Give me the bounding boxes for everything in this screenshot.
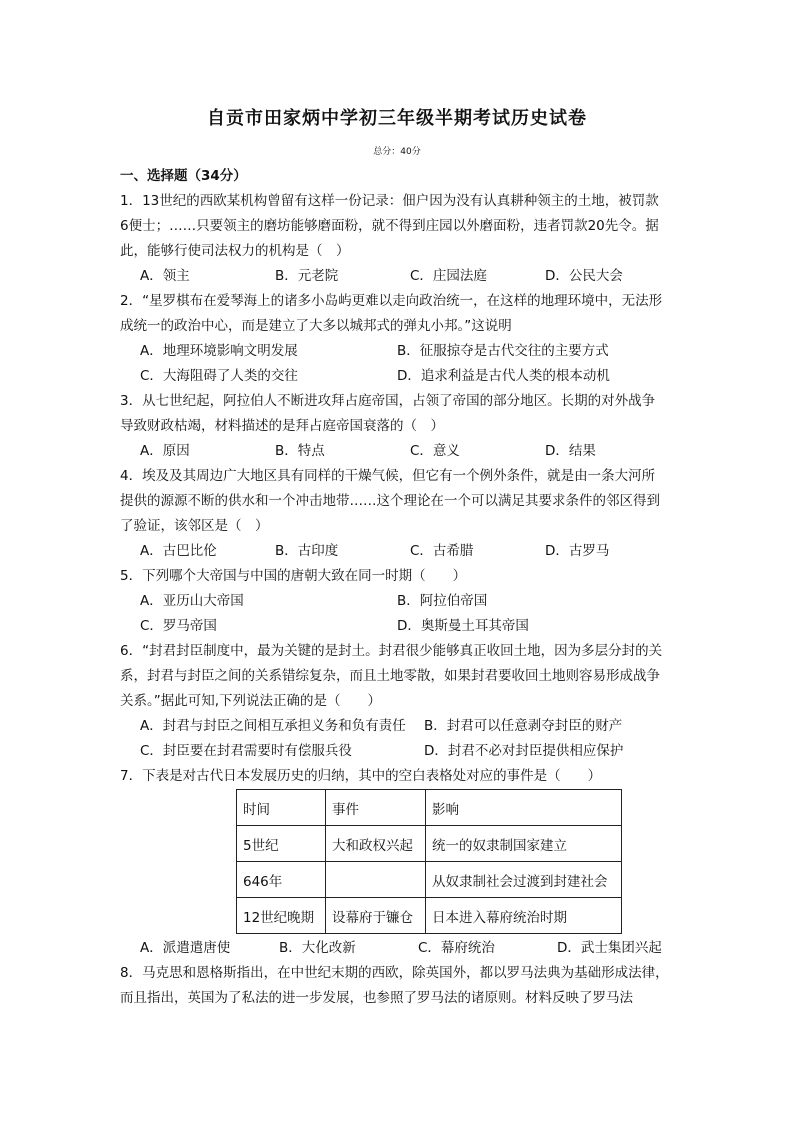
q2-option-c[interactable]: C．大海阻碍了人类的交往 xyxy=(140,368,298,384)
q1-line: 此，能够行使司法权力的机构是（ ） xyxy=(120,243,350,259)
q4-options xyxy=(120,539,680,564)
table-row xyxy=(237,898,622,934)
q7-option-a[interactable]: A．派遣遣唐使 xyxy=(140,940,231,956)
q6-option-a[interactable]: A．封君与封臣之间相互承担义务和负有责任 xyxy=(140,718,406,734)
q6-option-b[interactable]: B．封君可以任意剥夺封臣的财产 xyxy=(423,718,623,734)
q5-options-row1 xyxy=(120,589,680,614)
table-cell: 5世纪 xyxy=(237,826,326,862)
q7-line: 7．下表是对古代日本发展历史的归纳，其中的空白表格处对应的事件是（ ） xyxy=(120,768,602,784)
table-header: 影响 xyxy=(426,790,622,826)
q6-options-row2 xyxy=(120,739,680,764)
q4-line: 提供的源源不断的供水和一个冲击地带……这个理论在一个可以满足其要求条件的邻区得到 xyxy=(120,493,660,509)
q1-option-b[interactable]: B．元老院 xyxy=(275,268,339,284)
q4-option-c[interactable]: C．古希腊 xyxy=(410,543,474,559)
table-header-row xyxy=(237,790,622,826)
q5-option-b[interactable]: B．阿拉伯帝国 xyxy=(397,593,488,609)
q1-line: 6便士；……只要领主的磨坊能够磨面粉，就不得到庄园以外磨面粉，违者罚款20先令。据 xyxy=(120,218,659,234)
q2-option-a[interactable]: A．地理环境影响文明发展 xyxy=(140,343,298,359)
q3-option-c[interactable]: C．意义 xyxy=(410,443,460,459)
q2-option-b[interactable]: B．征服掠夺是古代交往的主要方式 xyxy=(397,343,609,359)
table-cell: 大和政权兴起 xyxy=(326,826,426,862)
q4-option-a[interactable]: A．古巴比伦 xyxy=(140,543,217,559)
q2-option-d[interactable]: D．追求利益是古代人类的根本动机 xyxy=(397,368,610,384)
q6-option-d[interactable]: D．封君不必对封臣提供相应保护 xyxy=(423,743,624,759)
q5-options-row2 xyxy=(120,614,680,639)
q2-line: 2．“星罗棋布在爱琴海上的诸多小岛屿更难以走向政治统一，在这样的地理环境中，无法形 xyxy=(120,293,663,309)
q1-option-d[interactable]: D．公民大会 xyxy=(545,268,623,284)
q5-option-d[interactable]: D．奥斯曼土耳其帝国 xyxy=(397,618,529,634)
q2-line: 成统一的政治中心，而是建立了大多以城邦式的弹丸小邦。”这说明 xyxy=(120,318,512,334)
q1-line: 1．13世纪的西欧某机构曾留有这样一份记录：佃户因为没有认真耕种领主的土地，被罚款 xyxy=(120,193,659,209)
exam-title: 自贡市田家炳中学初三年级半期考试历史试卷 xyxy=(207,108,587,129)
japan-history-table xyxy=(236,789,622,934)
q5-line: 5．下列哪个大帝国与中国的唐朝大致在同一时期（ ） xyxy=(120,568,467,584)
table-header: 事件 xyxy=(326,790,426,826)
table-row xyxy=(237,862,622,898)
q3-line: 导致财政枯竭，材料描述的是拜占庭帝国衰落的（ ） xyxy=(120,418,444,434)
table-header: 时间 xyxy=(237,790,326,826)
table-cell-blank xyxy=(326,862,426,898)
q6-line: 6．“封君封臣制度中，最为关键的是封土。封君很少能够真正收回土地，因为多层分封的关 xyxy=(120,643,663,659)
q2-options-row1 xyxy=(120,339,680,364)
q4-option-d[interactable]: D．古罗马 xyxy=(545,543,610,559)
table-cell: 统一的奴隶制国家建立 xyxy=(426,826,622,862)
q3-option-b[interactable]: B．特点 xyxy=(275,443,325,459)
q1-option-a[interactable]: A．领主 xyxy=(140,268,190,284)
q3-option-a[interactable]: A．原因 xyxy=(140,443,190,459)
q1-option-c[interactable]: C．庄园法庭 xyxy=(410,268,487,284)
q6-line: 系，封君与封臣之间的关系错综复杂，而且土地零散，如果封君要收回土地则容易形成战争 xyxy=(120,668,660,684)
table-cell: 12世纪晚期 xyxy=(237,898,326,934)
q1-options xyxy=(120,264,680,289)
q3-option-d[interactable]: D．结果 xyxy=(545,443,596,459)
q7-option-d[interactable]: D．武士集团兴起 xyxy=(557,940,662,956)
q7-option-b[interactable]: B．大化改新 xyxy=(279,940,356,956)
section-heading: 一、选择题（34分） xyxy=(120,168,247,184)
q3-line: 3．从七世纪起，阿拉伯人不断进攻拜占庭帝国，占领了帝国的部分地区。长期的对外战争 xyxy=(120,393,656,409)
table-cell: 从奴隶制社会过渡到封建社会 xyxy=(426,862,622,898)
q8-line: 而且指出，英国为了私法的进一步发展，也参照了罗马法的诸原则。材料反映了罗马法 xyxy=(120,990,633,1006)
table-cell: 646年 xyxy=(237,862,326,898)
q8 xyxy=(120,961,680,1011)
table-cell: 日本进入幕府统治时期 xyxy=(426,898,622,934)
questions xyxy=(120,164,680,789)
q7-option-c[interactable]: C．幕府统治 xyxy=(418,940,495,956)
q6-options-row1 xyxy=(120,714,680,739)
q5-option-a[interactable]: A．亚历山大帝国 xyxy=(140,593,244,609)
q5-option-c[interactable]: C．罗马帝国 xyxy=(140,618,217,634)
q8-line: 8．马克思和恩格斯指出，在中世纪末期的西欧，除英国外，都以罗马法典为基础形成法律， xyxy=(120,965,669,981)
q3-options xyxy=(120,439,680,464)
q7-options xyxy=(140,936,696,961)
q4-option-b[interactable]: B．古印度 xyxy=(275,543,339,559)
q4-line: 了验证，该邻区是（ ） xyxy=(120,518,269,534)
table-cell: 设幕府于镰仓 xyxy=(326,898,426,934)
total-score: 总分：40分 xyxy=(373,147,421,157)
q6-option-c[interactable]: C．封臣要在封君需要时有偿服兵役 xyxy=(140,743,352,759)
q6-line: 关系。”据此可知,下列说法正确的是（ ） xyxy=(120,693,382,709)
q4-line: 4．埃及及其周边广大地区具有同样的干燥气候，但它有一个例外条件，就是由一条大河所 xyxy=(120,468,656,484)
q2-options-row2 xyxy=(120,364,680,389)
table-row xyxy=(237,826,622,862)
